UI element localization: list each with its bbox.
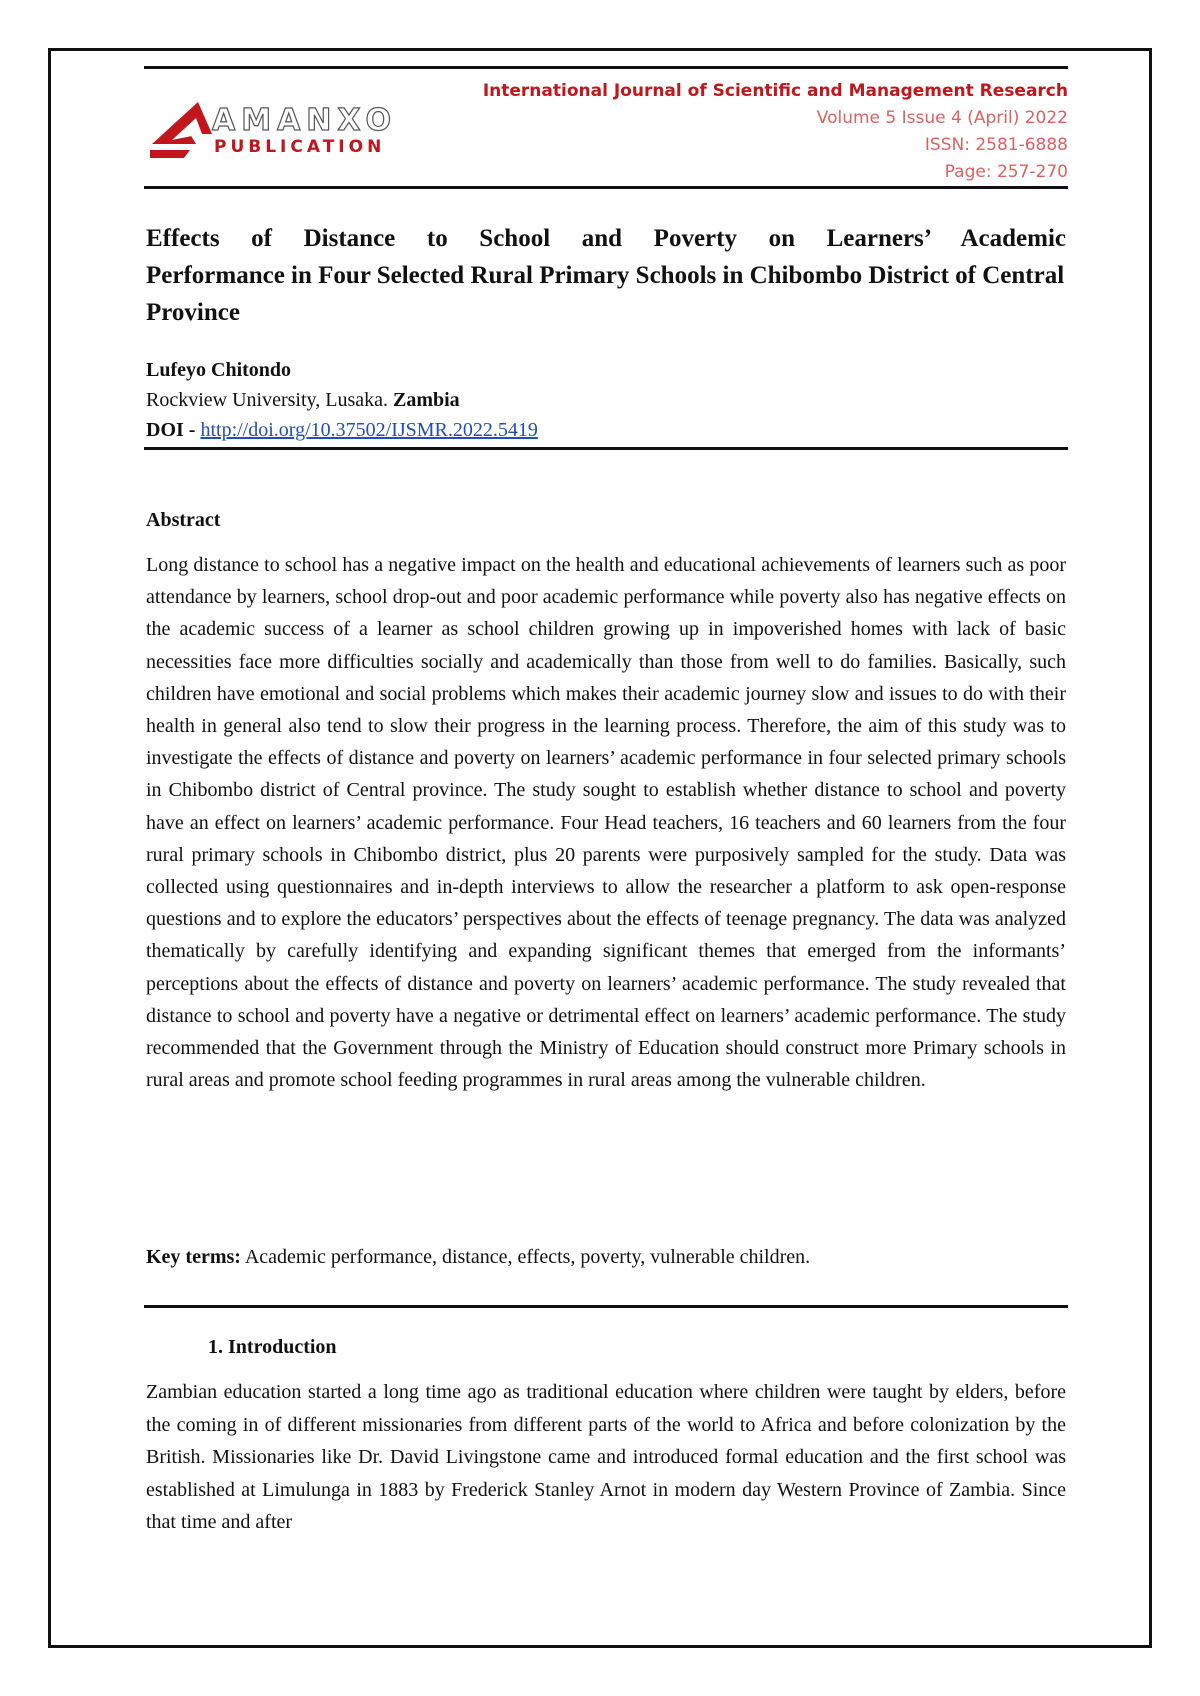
journal-issn: ISSN: 2581-6888 bbox=[924, 135, 1068, 155]
abstract-heading: Abstract bbox=[146, 509, 221, 531]
paper-title-rest: Performance in Four Selected Rural Primary Schools in Chibombo District of Central Province bbox=[146, 262, 1065, 326]
doi-link[interactable]: http://doi.org/10.37502/IJSMR.2022.5419 bbox=[200, 419, 538, 441]
section-rule-abstract bbox=[144, 447, 1068, 450]
paper-title bbox=[146, 220, 1066, 331]
section-rule-intro bbox=[144, 1305, 1068, 1308]
doi-line bbox=[146, 415, 538, 445]
logo-subtitle: PUBLICATION bbox=[214, 137, 386, 157]
key-terms-label: Key terms: bbox=[146, 1246, 241, 1268]
key-terms bbox=[146, 1246, 810, 1269]
key-terms-list: Academic performance, distance, effects, poverty, vulnerable children. bbox=[244, 1246, 811, 1268]
header-rule-bottom bbox=[144, 186, 1068, 189]
introduction-heading: 1. Introduction bbox=[208, 1336, 337, 1358]
introduction-body: Zambian education started a long time ago as traditional education where children were taught by elders, before the coming in of different missionaries from different parts of the world to Africa and before colonization by the British. Missionaries like Dr. David Livingstone came and introduced formal education and the first school was established at Limulunga in 1883 by Frederick Stanley Arnot in modern day Western Province of Zambia. Since that time and after bbox=[146, 1381, 1066, 1534]
paper-title-line1: Effects of Distance to School and Poverty on Learners’ Academic bbox=[146, 225, 1066, 252]
journal-info bbox=[483, 78, 1068, 186]
author-affiliation bbox=[146, 385, 538, 415]
journal-volume: Volume 5 Issue 4 (April) 2022 bbox=[816, 108, 1068, 128]
affiliation-country: Zambia bbox=[392, 389, 460, 411]
author-name: Lufeyo Chitondo bbox=[146, 359, 292, 381]
header-rule-top bbox=[144, 66, 1068, 69]
amanxo-publication-logo bbox=[150, 100, 450, 164]
abstract-body: Long distance to school has a negative impact on the health and educational achievements of learners such as poor attendance by learners, school drop-out and poor academic performance while poverty also has negative effects on the academic success of a learner as school children growing up in impoverished homes with lack of basic necessities face more difficulties socially and academically than those from well to do families. Basically, such children have emotional and social problems which makes their academic journey slow and issues to do with their health in general also tend to slow their progress in the learning process. Therefore, the aim of this study was to investigate the effects of distance and poverty on learners’ academic performance in four selected primary schools in Chibombo district of Central province. The study sought to establish whether distance to school and poverty have an effect on learners’ academic performance. Four Head teachers, 16 teachers and 60 learners from the four rural primary schools in Chibombo district, plus 20 parents were purposively sampled for the study. Data was collected using questionnaires and in-depth interviews to allow the researcher a platform to ask open-response questions and to explore the educators’ perspectives about the effects of teenage pregnancy. The data was analyzed thematically by carefully identifying and expanding significant themes that emerged from the informants’ perceptions about the effects of distance and poverty on learners’ academic performance. The study revealed that distance to school and poverty have a negative or detrimental effect on learners’ academic performance. The study recommended that the Government through the Ministry of Education should construct more Primary schools in rural areas and promote school feeding programmes in rural areas among the vulnerable children. bbox=[146, 554, 1066, 1092]
journal-pages: Page: 257-270 bbox=[944, 162, 1068, 182]
doi-label: DOI - bbox=[146, 419, 196, 441]
journal-name: International Journal of Scientific and Management Research bbox=[482, 81, 1068, 101]
author-block bbox=[146, 355, 538, 445]
logo-wordmark: AMANXO bbox=[212, 103, 397, 138]
affiliation-text: Rockview University, Lusaka. bbox=[146, 389, 388, 411]
